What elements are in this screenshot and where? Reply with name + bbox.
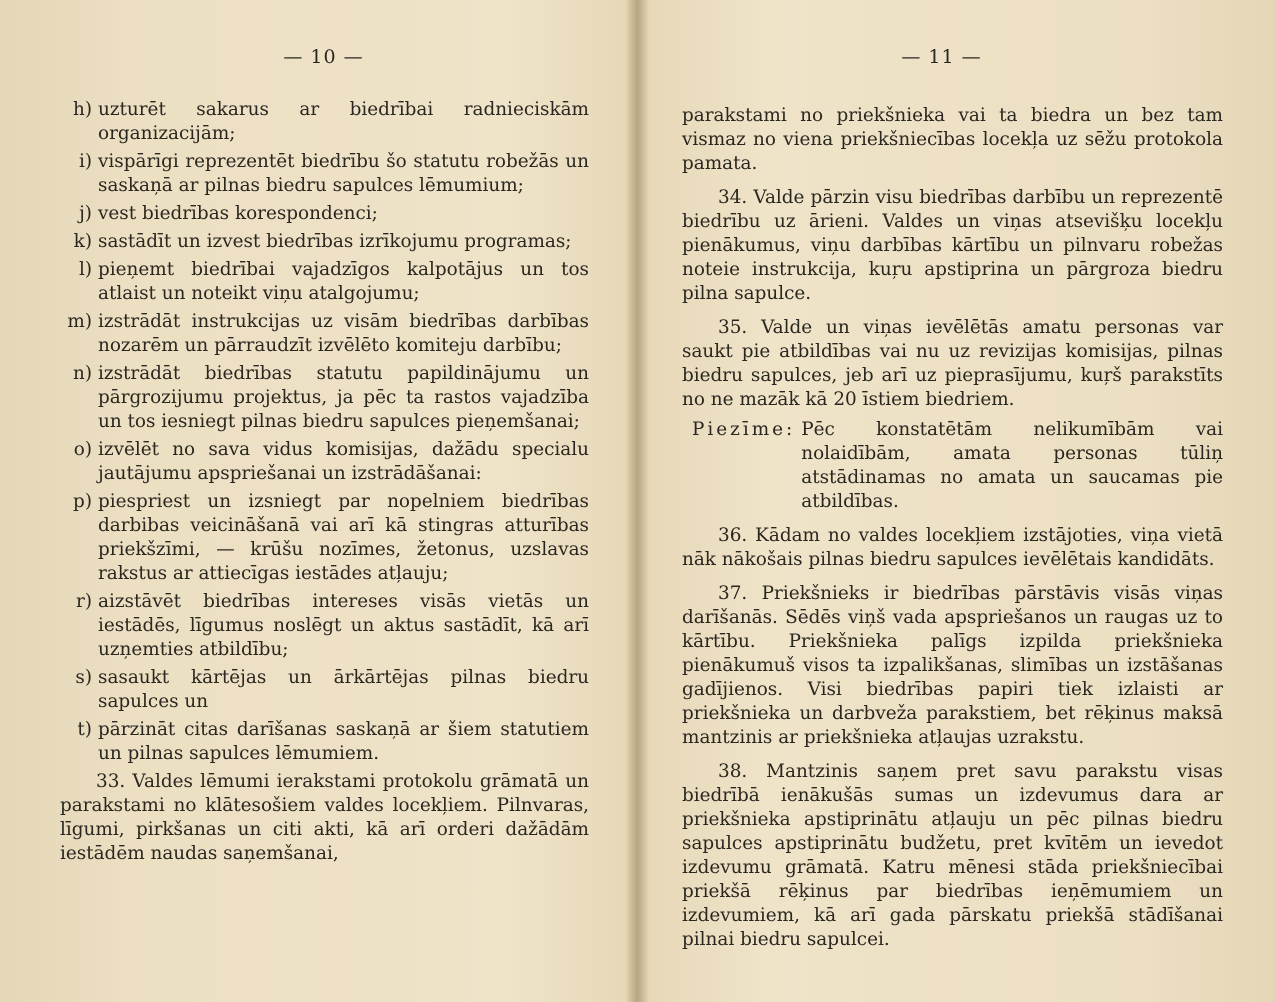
list-item [60, 362, 589, 434]
list-item-label: r) [76, 591, 92, 612]
list-item-label: k) [73, 231, 92, 252]
list-item-text: aizstāvēt biedrības intereses visās vietās un iestādēs, līgumus noslēgt un aktus sastādīt, kā arī uzņemties atbildību; [98, 591, 589, 660]
list-item [60, 98, 589, 146]
list-item [60, 666, 589, 714]
paragraph-36: 36. Kādam no valdes locekļiem izstājoties, viņa vietā nāk nākošais pilnas biedru sapulces ievēlētais kandidāts. [682, 525, 1223, 570]
note-text: Pēc konstatētām nelikumībām vai nolaidībām, amata personas tūliņ atstādinamas no amata un saucamas pie atbildības. [801, 419, 1223, 512]
list-item-text: izvēlēt no sava vidus komisijas, dažādu specialu jautājumu apspriešanai un izstrādāšanai: [98, 439, 589, 484]
list-item-text: sastādīt un izvest biedrības izrīkojumu programas; [98, 231, 572, 252]
paragraph-38: 38. Mantzinis saņem pret savu parakstu visas biedrībā ienākušās sumas un izdevumus dara ar priekšnieka apstiprinātu atļauju un pēc pilnas biedru sapulces apstiprinātu budžetu, pret kvītēm un ievedot izdevumu grāmatā. Katru mēnesi stāda priekšniecībai priekšā rēķinus par biedrības ieņēmumiem un izdevumiem, kā arī gada pārskatu priekšā stādīšanai pilnai biedru sapulcei. [682, 761, 1223, 950]
list-item-text: pārzināt citas darīšanas saskaņā ar šiem statutiem un pilnas sapulces lēmumiem. [98, 719, 589, 764]
list-item [60, 202, 589, 226]
list-item-label: t) [77, 719, 92, 740]
list-item-label: s) [75, 667, 92, 688]
left-page-text [60, 98, 589, 876]
list-item-label: l) [78, 259, 92, 280]
list-item-label: n) [72, 363, 92, 384]
list-item [60, 230, 589, 254]
list-item [60, 718, 589, 766]
list-item [60, 590, 589, 662]
paragraph-35: 35. Valde un viņas ievēlētās amatu personas var saukt pie atbildības vai nu uz revizijas komisijas, pilnas biedru sapulces, jeb arī uz pieprasījumu, kuŗš parakstīts no ne mazāk kā 20 īstiem biedriem. [682, 317, 1223, 410]
list-item [60, 310, 589, 358]
page-number: — 11 — [901, 46, 982, 68]
list-item [60, 490, 589, 586]
paragraph-continuation: parakstami no priekšnieka vai ta biedra un bez tam vismaz no viena priekšniecības locekļa uz sēžu protokola pamata. [682, 105, 1223, 174]
list-item-text: vispārīgi reprezentēt biedrību šo statutu robežās un saskaņā ar pilnas biedru sapulces lēmumium; [98, 151, 589, 196]
paragraph-37: 37. Priekšnieks ir biedrības pārstāvis visās viņas darīšanās. Sēdēs viņš vada apspriešanos un raugas uz to kārtību. Priekšnieka palīgs izpilda priekšnieka pienākumuš visos ta izpalikšanas, slimības un izstāšanas gadījienos. Visi biedrības papiri tiek izlaisti ar priekšnieka un darbveža parakstiem, bet rēķinus maksā mantzinis ar priekšnieka atļaujas uzrakstu. [682, 583, 1223, 748]
list-item-text: izstrādāt biedrības statutu papildinājumu un pārgrozijumu projektus, ja pēc ta rastos vajadzība un tos iesniegt pilnas biedru sapulces pieņemšanai; [98, 363, 589, 432]
note [692, 418, 1223, 514]
page-number: — 10 — [283, 46, 364, 68]
list-item-label: h) [72, 99, 92, 120]
right-page-text [682, 104, 1223, 962]
list-item-label: j) [79, 203, 92, 224]
left-page [0, 0, 637, 1002]
list-item-text: izstrādāt instrukcijas uz visām biedrības darbības nozarēm un pārraudzīt izvēlēto komiteju darbību; [98, 311, 589, 356]
list-item-text: vest biedrības korespondenci; [98, 203, 378, 224]
list-item-text: uzturēt sakarus ar biedrībai radnieciskām organizacijām; [98, 99, 589, 144]
list-item-text: sasaukt kārtējas un ārkārtējas pilnas biedru sapulces un [98, 667, 589, 712]
paragraph-34: 34. Valde pārzin visu biedrības darbību un reprezentē biedrību uz ārieni. Valdes un viņas atsevišķu locekļu pienākumus, viņu darbības kārtību un pilnvaru robežas noteie instrukcija, kuŗu apstiprina un pārgroza biedru pilna sapulce. [682, 187, 1223, 304]
list-item [60, 258, 589, 306]
list-item-label: m) [67, 311, 92, 332]
paragraph-33: 33. Valdes lēmumi ierakstami protokolu grāmatā un parakstami no klātesošiem valdes locekļiem. Pilnvaras, līgumi, pirkšanas un citi akti, kā arī orderi dažādām iestādēm naudas saņemšanai, [60, 771, 589, 864]
list-item-label: i) [78, 151, 92, 172]
list-item [60, 150, 589, 198]
right-page [638, 0, 1275, 1002]
enumerated-list [60, 98, 589, 766]
list-item-text: piespriest un izsniegt par nopelniem biedrības darbibas veicināšanā vai arī kā stingras atturības priekšzīmi, — krūšu nozīmes, žetonus, uzslavas rakstus ar attiecīgas iestādes atļauju; [98, 491, 589, 584]
list-item-label: o) [73, 439, 92, 460]
note-label: Piezīme: [692, 419, 796, 440]
list-item [60, 438, 589, 486]
list-item-text: pieņemt biedrībai vajadzīgos kalpotājus un tos atlaist un noteikt viņu atalgojumu; [98, 259, 589, 304]
list-item-label: p) [73, 491, 92, 512]
